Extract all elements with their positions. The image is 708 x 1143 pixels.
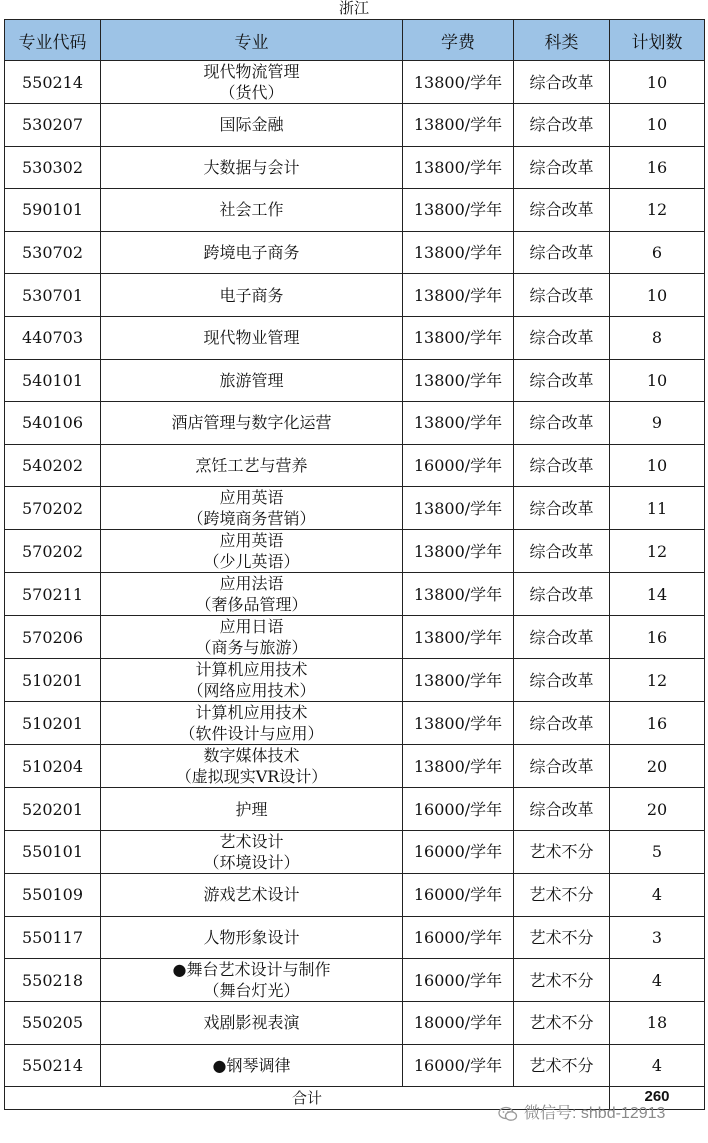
cell-code: 550214 [5,61,101,104]
cell-plan: 12 [610,189,705,232]
cell-major [101,402,403,445]
wechat-icon [498,1106,518,1122]
major-subtitle: （软件设计与应用） [179,724,324,744]
cell-major [101,231,403,274]
cell-fee: 13800/学年 [403,530,514,573]
table-row [5,530,705,573]
table-row [5,745,705,788]
cell-plan: 16 [610,616,705,659]
cell-plan: 5 [610,830,705,873]
cell-category: 综合改革 [514,616,610,659]
table-row [5,659,705,702]
cell-major [101,61,403,104]
cell-major [101,959,403,1002]
header-fee: 学费 [403,20,514,61]
major-name: 大数据与会计 [203,157,300,177]
cell-major [101,616,403,659]
table-row [5,231,705,274]
major-subtitle: （商务与旅游） [195,638,308,658]
major-name: 数字媒体技术 [203,746,300,766]
cell-fee: 13800/学年 [403,231,514,274]
cell-major [101,146,403,189]
cell-fee: 13800/学年 [403,702,514,745]
cell-fee: 13800/学年 [403,659,514,702]
cell-fee: 13800/学年 [403,146,514,189]
header-code: 专业代码 [5,20,101,61]
major-subtitle: （跨境商务营销） [187,509,316,529]
table-row [5,1002,705,1045]
cell-plan: 6 [610,231,705,274]
cell-code: 540101 [5,359,101,402]
cell-code: 550117 [5,916,101,959]
major-subtitle: （奢侈品管理） [195,595,308,615]
cell-code: 550214 [5,1044,101,1087]
cell-fee: 16000/学年 [403,444,514,487]
table-row [5,61,705,104]
cell-code: 570211 [5,573,101,616]
table-row [5,616,705,659]
cell-plan: 10 [610,444,705,487]
cell-plan: 16 [610,146,705,189]
cell-fee: 13800/学年 [403,274,514,317]
cell-fee: 13800/学年 [403,402,514,445]
cell-plan: 4 [610,1044,705,1087]
cell-plan: 14 [610,573,705,616]
cell-fee: 16000/学年 [403,959,514,1002]
cell-category: 艺术不分 [514,1002,610,1045]
cell-code: 550205 [5,1002,101,1045]
cell-category: 综合改革 [514,487,610,530]
major-name: 游戏艺术设计 [203,885,300,905]
major-name: 国际金融 [219,115,284,135]
cell-plan: 8 [610,316,705,359]
cell-plan: 3 [610,916,705,959]
major-subtitle: （环境设计） [203,852,300,872]
cell-code: 530701 [5,274,101,317]
cell-plan: 16 [610,702,705,745]
cell-major [101,573,403,616]
cell-plan: 9 [610,402,705,445]
cell-category: 艺术不分 [514,959,610,1002]
cell-code: 530207 [5,104,101,147]
cell-major [101,745,403,788]
cell-plan: 10 [610,274,705,317]
cell-category: 艺术不分 [514,916,610,959]
cell-code: 440703 [5,316,101,359]
cell-plan: 20 [610,745,705,788]
cell-major [101,104,403,147]
major-name: 旅游管理 [219,370,284,390]
major-name: 烹饪工艺与营养 [195,456,308,476]
cell-category: 综合改革 [514,146,610,189]
major-name: 酒店管理与数字化运营 [171,413,332,433]
cell-plan: 18 [610,1002,705,1045]
header-category: 科类 [514,20,610,61]
cell-major [101,444,403,487]
cell-code: 550101 [5,830,101,873]
table-row [5,916,705,959]
cell-plan: 10 [610,61,705,104]
cell-code: 510204 [5,745,101,788]
cell-category: 综合改革 [514,659,610,702]
cell-code: 570202 [5,530,101,573]
cell-fee: 16000/学年 [403,873,514,916]
major-subtitle: （虚拟现实VR设计） [175,767,328,787]
cell-major [101,359,403,402]
cell-plan: 11 [610,487,705,530]
cell-category: 综合改革 [514,402,610,445]
table-row [5,359,705,402]
major-name: 人物形象设计 [203,927,300,947]
table-row [5,316,705,359]
cell-fee: 16000/学年 [403,830,514,873]
cell-code: 510201 [5,659,101,702]
cell-code: 530702 [5,231,101,274]
major-name: 戏剧影视表演 [203,1013,300,1033]
table-row [5,444,705,487]
table-row [5,146,705,189]
watermark-text: 微信号: shbd-12913 [524,1105,666,1122]
major-name: 电子商务 [219,285,284,305]
major-name: 应用法语 [219,574,284,594]
header-major: 专业 [101,20,403,61]
cell-plan: 10 [610,104,705,147]
cell-category: 综合改革 [514,788,610,831]
cell-code: 570202 [5,487,101,530]
table-row [5,959,705,1002]
cell-code: 510201 [5,702,101,745]
cell-category: 综合改革 [514,274,610,317]
major-name: 艺术设计 [219,831,284,851]
province-title: 浙江 [338,0,369,17]
cell-major [101,487,403,530]
cell-category: 综合改革 [514,573,610,616]
major-name: ●钢琴调律 [212,1056,291,1076]
cell-code: 530302 [5,146,101,189]
cell-category: 综合改革 [514,702,610,745]
watermark [498,1100,665,1123]
major-name: 跨境电子商务 [203,243,300,263]
cell-category: 综合改革 [514,444,610,487]
major-name: 应用英语 [219,531,284,551]
cell-category: 艺术不分 [514,1044,610,1087]
total-label: 合计 [5,1087,610,1110]
major-name: 计算机应用技术 [195,660,308,680]
cell-fee: 16000/学年 [403,1044,514,1087]
cell-major [101,873,403,916]
cell-category: 综合改革 [514,745,610,788]
cell-code: 540106 [5,402,101,445]
cell-code: 540202 [5,444,101,487]
major-subtitle: （网络应用技术） [187,681,316,701]
cell-category: 综合改革 [514,61,610,104]
total-value: 260 [610,1087,705,1110]
cell-major [101,189,403,232]
table-row [5,830,705,873]
cell-fee: 13800/学年 [403,745,514,788]
cell-category: 艺术不分 [514,873,610,916]
enrollment-plan-table [4,19,705,1110]
cell-major [101,702,403,745]
table-row [5,873,705,916]
table-row [5,487,705,530]
major-name: ●舞台艺术设计与制作 [172,960,331,980]
table-body [5,61,705,1087]
major-name: 现代物流管理 [203,62,300,81]
cell-major [101,316,403,359]
cell-fee: 13800/学年 [403,104,514,147]
header-row [5,20,705,61]
cell-plan: 10 [610,359,705,402]
cell-fee: 16000/学年 [403,788,514,831]
cell-fee: 16000/学年 [403,916,514,959]
cell-category: 综合改革 [514,530,610,573]
cell-fee: 18000/学年 [403,1002,514,1045]
cell-plan: 4 [610,873,705,916]
cell-major [101,916,403,959]
cell-plan: 20 [610,788,705,831]
cell-code: 520201 [5,788,101,831]
cell-fee: 13800/学年 [403,61,514,104]
cell-code: 550109 [5,873,101,916]
major-name: 现代物业管理 [203,328,300,348]
cell-major [101,659,403,702]
table-row [5,274,705,317]
cell-fee: 13800/学年 [403,316,514,359]
cell-code: 590101 [5,189,101,232]
table-row [5,573,705,616]
cell-major [101,788,403,831]
major-name: 社会工作 [219,200,284,220]
cell-category: 综合改革 [514,316,610,359]
major-name: 计算机应用技术 [195,703,308,723]
cell-code: 550218 [5,959,101,1002]
header-plan: 计划数 [610,20,705,61]
cell-major [101,1044,403,1087]
cell-fee: 13800/学年 [403,189,514,232]
cell-fee: 13800/学年 [403,487,514,530]
table-row [5,702,705,745]
cell-category: 综合改革 [514,189,610,232]
cell-major [101,830,403,873]
cell-major [101,1002,403,1045]
major-subtitle: （货代） [219,83,284,102]
cell-plan: 12 [610,530,705,573]
major-name: 应用英语 [219,488,284,508]
cell-fee: 13800/学年 [403,616,514,659]
major-subtitle: （少儿英语） [203,552,300,572]
table-row [5,104,705,147]
table-row [5,1044,705,1087]
cell-category: 综合改革 [514,359,610,402]
table-row [5,402,705,445]
cell-fee: 13800/学年 [403,573,514,616]
cell-plan: 12 [610,659,705,702]
major-name: 应用日语 [219,617,284,637]
table-row [5,189,705,232]
major-name: 护理 [235,799,268,819]
table-row [5,788,705,831]
cell-code: 570206 [5,616,101,659]
cell-fee: 13800/学年 [403,359,514,402]
cell-major [101,530,403,573]
cell-category: 综合改革 [514,231,610,274]
major-subtitle: （舞台灯光） [203,981,300,1001]
cell-plan: 4 [610,959,705,1002]
cell-category: 艺术不分 [514,830,610,873]
cell-major [101,274,403,317]
cell-category: 综合改革 [514,104,610,147]
